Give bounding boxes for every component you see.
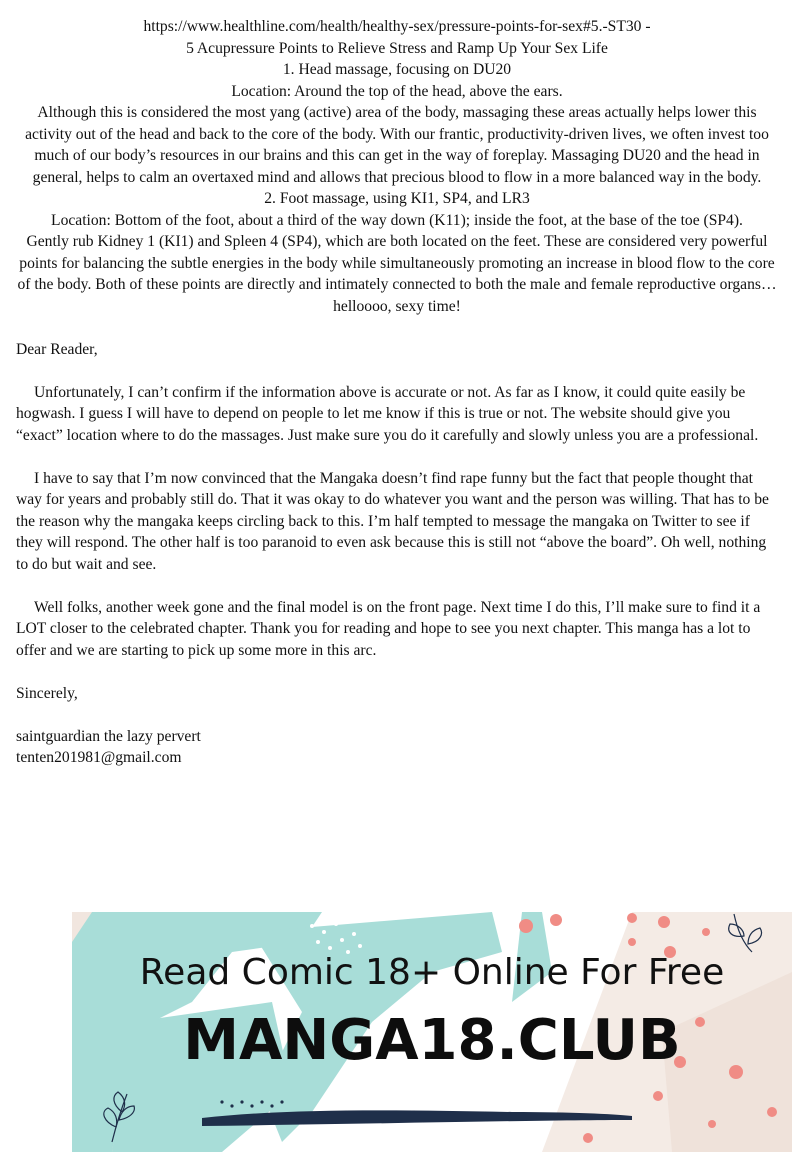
letter-closing: Sincerely, [16, 684, 78, 702]
letter-paragraph-3: Well folks, another week gone and the final model is on the front page. Next time I do this, I’ll make sure to find it a LOT closer to the celebrated chapter. Thank you for reading and hope to see you next chapter. This manga has a lot to offer and we are starting to pick up some more in this arc. [16, 598, 761, 659]
banner-site-name[interactable]: MANGA18.CLUB [183, 1008, 681, 1073]
promo-banner[interactable] [72, 912, 792, 1152]
item2-location: Location: Bottom of the foot, about a third of the way down (K11); inside the foot, at the base of the toe (SP4). [51, 211, 743, 229]
banner-tagline: Read Comic 18+ Online For Free [139, 952, 725, 993]
article-title: 5 Acupressure Points to Relieve Stress and Ramp Up Your Sex Life [186, 39, 608, 57]
document-page [16, 16, 778, 769]
letter-paragraph-1: Unfortunately, I can’t confirm if the information above is accurate or not. As far as I know, it could quite easily be hogwash. I guess I will have to depend on people to let me know if this is true or not. The website should give you “exact” location where to do the massages. Just make sure you do it carefully and slowly unless you are a professional. [16, 383, 759, 444]
letter-greeting: Dear Reader, [16, 340, 98, 358]
signature-email: tenten201981@gmail.com [16, 749, 182, 766]
item1-heading: 1. Head massage, focusing on DU20 [282, 61, 512, 78]
item1-location: Location: Around the top of the head, above the ears. [231, 82, 563, 100]
item1-text: Although this is considered the most yang (active) area of the body, massaging these areas actually helps lower this activity out of the head and back to the core of the body. With our frantic, productivity-driven lives, we often invest too much of our body’s resources in our brains and this can get in the way of foreplay. Massaging DU20 and the head in general, helps to calm an overtaxed mind and allows that precious blood to flow in a more balanced way in the body. [25, 104, 769, 186]
letter [16, 317, 778, 769]
source-url: https://www.healthline.com/health/healthy-sex/pressure-points-for-sex#5.-ST30 - [143, 18, 651, 35]
signature-block [16, 726, 778, 769]
source-excerpt [16, 16, 778, 317]
letter-paragraph-2: I have to say that I’m now convinced that the Mangaka doesn’t find rape funny but the fact that people thought that way for years and probably still do. That it was okay to do whatever you want and the person was willing. That has to be the reason why the mangaka keeps circling back to this. I’m half tempted to message the mangaka on Twitter to see if they will respond. The other half is too paranoid to even ask because this is still not “above the board”. Oh well, nothing to do but wait and see. [16, 469, 769, 573]
signature-name: saintguardian the lazy pervert [16, 727, 201, 745]
item2-heading: 2. Foot massage, using KI1, SP4, and LR3 [264, 190, 530, 207]
item2-text: Gently rub Kidney 1 (KI1) and Spleen 4 (SP4), which are both located on the feet. These are considered very powerful points for balancing the subtle energies in the body while simultaneously promoting an increase in blood flow to the core of the body. Both of these points are directly and intimately connected to both the male and female reproductive organs… helloooo, sexy time! [17, 233, 777, 315]
